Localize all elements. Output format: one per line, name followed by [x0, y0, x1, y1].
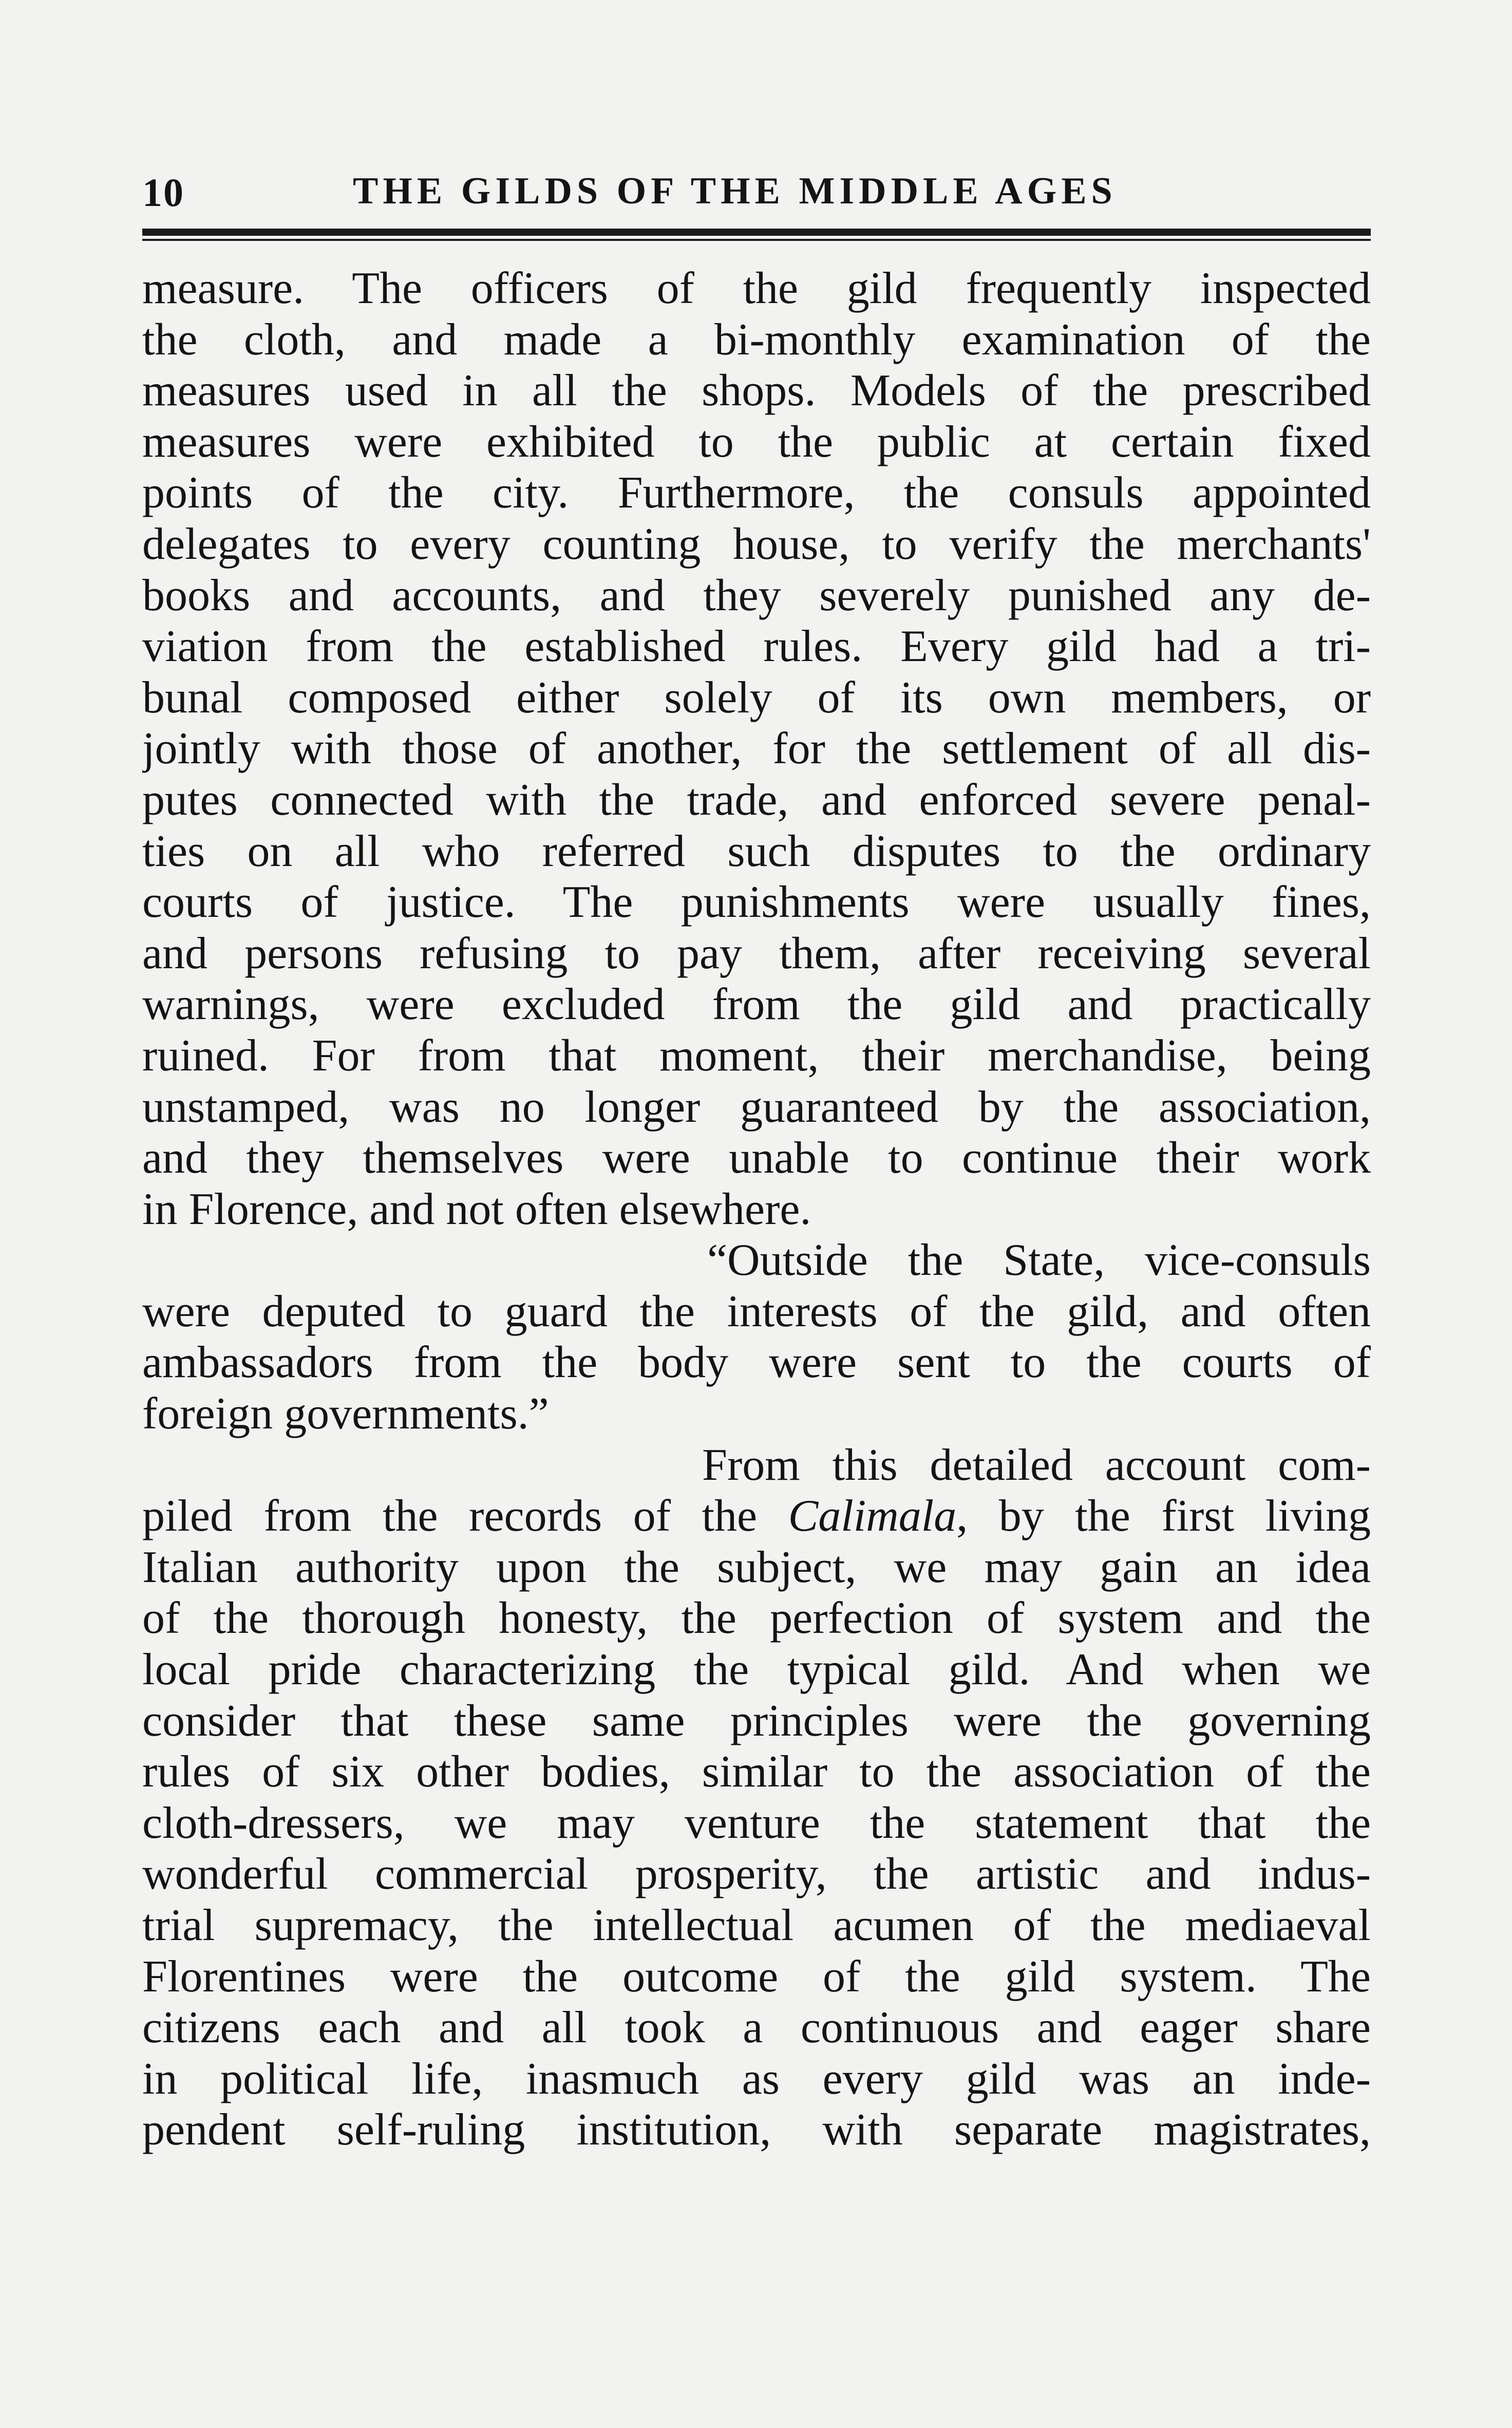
text-line: putes connected with the trade, and enforced severe penal- — [142, 775, 1371, 825]
text-line: trial supremacy, the intellectual acumen of the mediaeval — [142, 1900, 1371, 1950]
italic-title-calimala: Calimala — [788, 1491, 957, 1541]
text-line: delegates to every counting house, to verify the merchants' — [142, 519, 1371, 569]
text-line: in political life, inasmuch as every gild was an inde- — [142, 2054, 1371, 2104]
header-rule — [142, 229, 1371, 236]
text-line: ruined. For from that moment, their merchandise, being — [142, 1030, 1371, 1081]
text-line: wonderful commercial prosperity, the artistic and indus- — [142, 1849, 1371, 1899]
text-line: local pride characterizing the typical gild. And when we — [142, 1645, 1371, 1695]
text-line: measure. The officers of the gild frequently inspected — [142, 263, 1371, 313]
text-line: jointly with those of another, for the settlement of all dis- — [142, 724, 1371, 774]
text-line: and they themselves were unable to continue their work — [142, 1133, 1371, 1183]
text-line: ties on all who referred such disputes to the ordinary — [142, 826, 1371, 876]
text-line: consider that these same principles were the governing — [142, 1696, 1371, 1746]
page-number: 10 — [142, 170, 184, 215]
text-line-with-italic — [142, 1491, 1371, 1542]
header-rule-thin — [142, 239, 1371, 241]
text-line: the cloth, and made a bi-monthly examination of the — [142, 314, 1371, 365]
text-line: bunal composed either solely of its own members, or — [142, 672, 1371, 723]
text-line: citizens each and all took a continuous and eager share — [142, 2003, 1371, 2053]
text-line: warnings, were excluded from the gild and practically — [142, 980, 1371, 1030]
text-line: and persons refusing to pay them, after receiving several — [142, 928, 1371, 978]
text-line: measures were exhibited to the public at certain fixed — [142, 417, 1371, 467]
text-line: were deputed to guard the interests of the gild, and often — [142, 1286, 1371, 1337]
page-header — [142, 163, 1371, 220]
text-line: Italian authority upon the subject, we may gain an idea — [142, 1542, 1371, 1592]
paragraph-2 — [142, 1235, 1371, 1439]
text-line: pendent self-ruling institution, with separate magistrates, — [142, 2105, 1371, 2155]
text-line: measures used in all the shops. Models of the prescribed — [142, 366, 1371, 416]
paragraph-3 — [142, 1440, 1371, 2156]
running-head: THE GILDS OF THE MIDDLE AGES — [353, 170, 1117, 212]
text-line: From this detailed account com- — [702, 1440, 1371, 1490]
text-line: in Florence, and not often elsewhere. — [142, 1184, 811, 1234]
text-line: of the thorough honesty, the perfection of system and the — [142, 1593, 1371, 1644]
text-line: books and accounts, and they severely punished any de- — [142, 570, 1371, 620]
text-line: “Outside the State, vice-consuls — [707, 1235, 1371, 1286]
text-line: rules of six other bodies, similar to the association of the — [142, 1747, 1371, 1797]
text-line: ambassadors from the body were sent to the courts of — [142, 1338, 1371, 1388]
text-line: foreign governments.” — [142, 1389, 549, 1439]
text-line: Florentines were the outcome of the gild system. The — [142, 1951, 1371, 2002]
text-line: viation from the established rules. Every gild had a tri- — [142, 622, 1371, 672]
text-run: , by the first living — [956, 1491, 1371, 1541]
text-line: points of the city. Furthermore, the consuls appointed — [142, 468, 1371, 518]
text-line: courts of justice. The punishments were usually fines, — [142, 877, 1371, 928]
body-text — [142, 263, 1371, 2156]
text-line: unstamped, was no longer guaranteed by the association, — [142, 1082, 1371, 1132]
paragraph-1 — [142, 263, 1371, 1235]
text-line: cloth-dressers, we may venture the statement that the — [142, 1798, 1371, 1848]
text-run: piled from the records of the — [142, 1491, 788, 1541]
